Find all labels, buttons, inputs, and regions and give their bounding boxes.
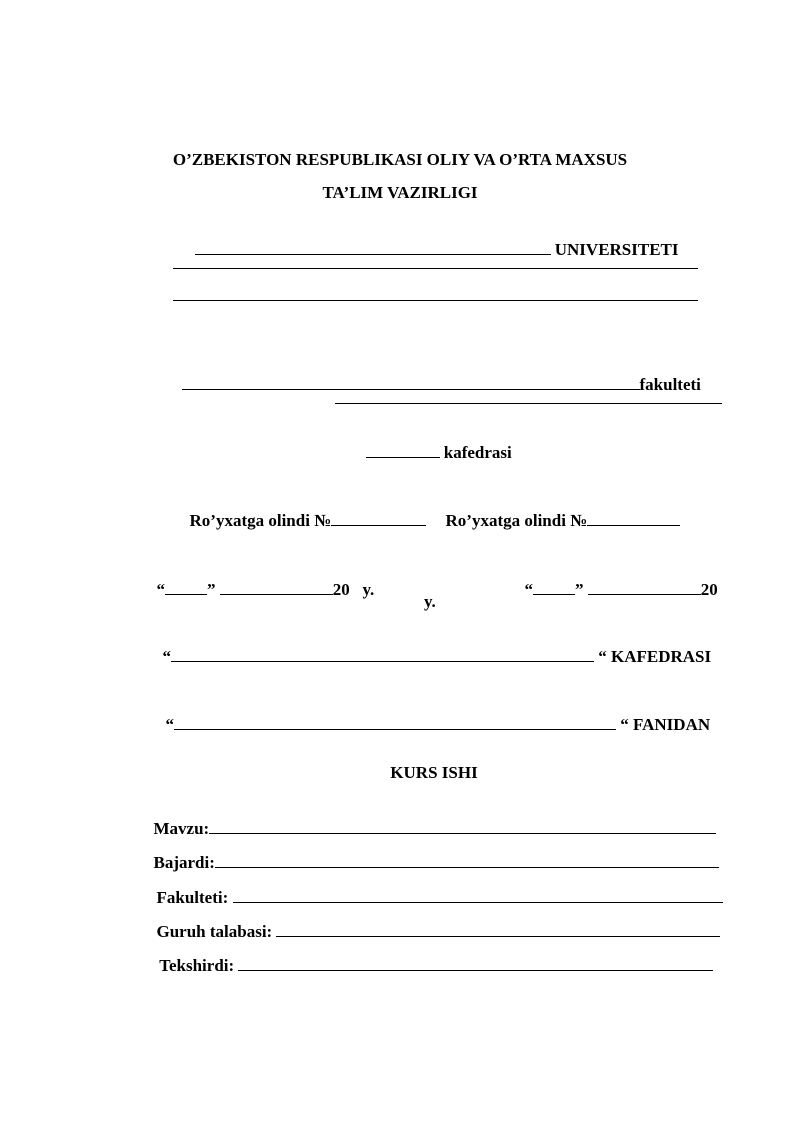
date-left-close-quote: ”: [207, 580, 216, 599]
faculty-name-blank[interactable]: [182, 373, 640, 390]
course-work-title: KURS ISHI: [390, 763, 478, 782]
date-right-month-blank[interactable]: [588, 578, 701, 595]
date-left-year-prefix: 20: [332, 580, 350, 599]
registration-right-number-blank[interactable]: [587, 509, 680, 526]
blank-line-2[interactable]: [173, 300, 698, 301]
ministry-title-line1: O’ZBEKISTON RESPUBLIKASI OLIY VA O’RTA MAXSUS: [172, 150, 628, 169]
department-line: [357, 421, 512, 463]
fakulteti-label: Fakulteti:: [156, 888, 229, 907]
kafedrasi-open-quote: “: [162, 647, 171, 666]
registration-left: [181, 489, 426, 531]
date-right-day-blank[interactable]: [533, 578, 575, 595]
ministry-title-line2: TA’LIM VAZIRLIGI: [322, 183, 478, 202]
fanidan-name-blank[interactable]: [174, 713, 616, 730]
date-left-day-blank[interactable]: [165, 578, 207, 595]
registration-left-number-blank[interactable]: [331, 509, 426, 526]
fanidan-label: “ FANIDAN: [620, 715, 711, 734]
date-left-month-blank[interactable]: [220, 578, 333, 595]
date-right: [516, 558, 718, 600]
faculty-line: [173, 353, 701, 395]
registration-left-label: Ro’yxatga olindi №: [189, 511, 332, 530]
kafedrasi-label: “ KAFEDRASI: [598, 647, 712, 666]
date-left-year-suffix: y.: [362, 580, 375, 599]
university-line: [186, 218, 679, 260]
university-name-blank[interactable]: [195, 238, 551, 255]
date-right-close-quote: ”: [575, 580, 584, 599]
tekshirdi-field: [151, 934, 713, 976]
registration-right: [437, 489, 680, 531]
fanidan-line: [157, 693, 710, 735]
mavzu-label: Mavzu:: [153, 819, 210, 838]
faculty-label: fakulteti: [639, 375, 701, 394]
university-label: UNIVERSITETI: [554, 240, 679, 259]
blank-line-3[interactable]: [335, 403, 722, 404]
kafedrasi-line: [154, 625, 711, 667]
date-right-year-suffix: y.: [424, 592, 436, 611]
date-left-open-quote: “: [156, 580, 165, 599]
date-right-year-prefix: 20: [700, 580, 718, 599]
date-right-open-quote: “: [524, 580, 533, 599]
blank-line-1[interactable]: [173, 268, 698, 269]
guruh-talabasi-label: Guruh talabasi:: [156, 922, 273, 941]
tekshirdi-blank[interactable]: [238, 954, 713, 971]
department-label: kafedrasi: [443, 443, 512, 462]
fanidan-open-quote: “: [165, 715, 174, 734]
department-name-blank[interactable]: [366, 441, 440, 458]
bajardi-label: Bajardi:: [153, 853, 215, 872]
tekshirdi-label: Tekshirdi:: [159, 956, 235, 975]
registration-right-label: Ro’yxatga olindi №: [445, 511, 588, 530]
date-left: [148, 558, 374, 600]
kafedrasi-name-blank[interactable]: [171, 645, 594, 662]
